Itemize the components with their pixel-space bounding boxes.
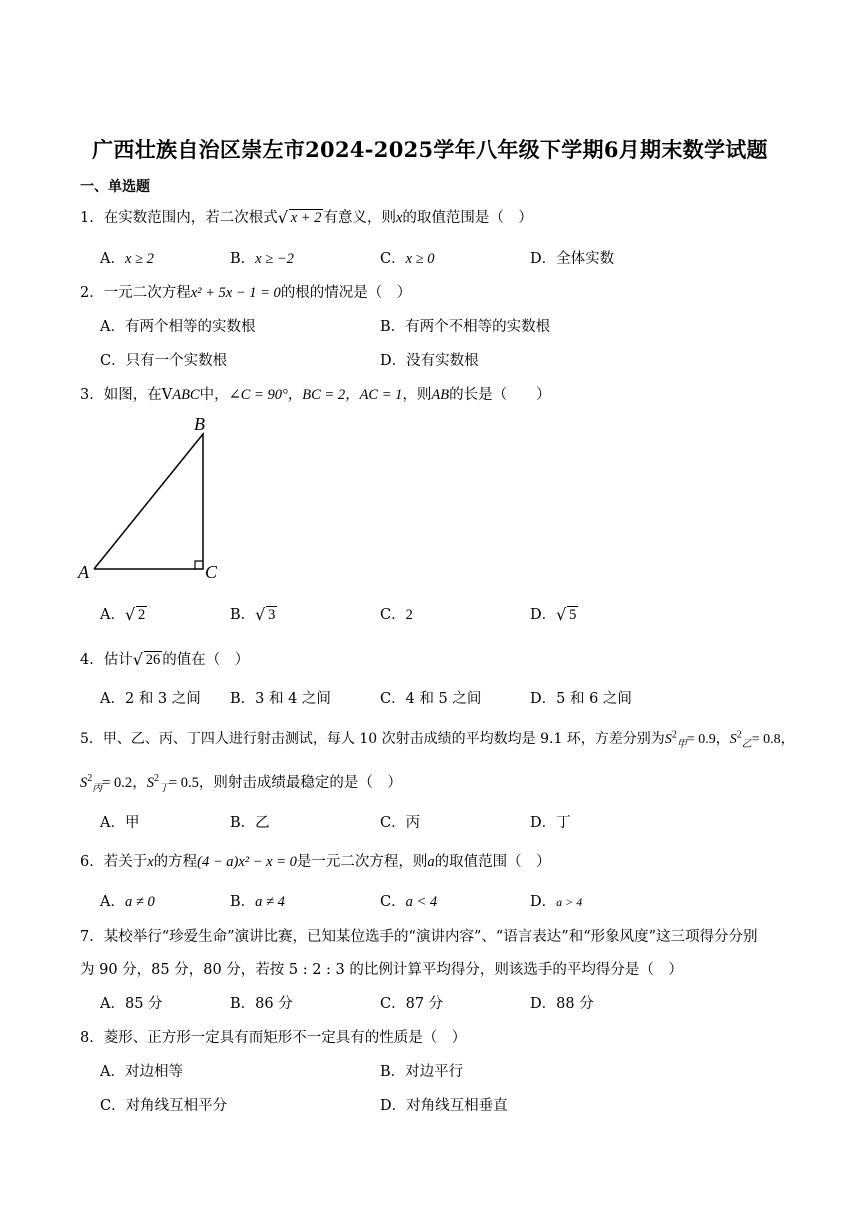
option-b[interactable]: B．乙 — [230, 815, 270, 831]
option-c[interactable]: C．x ≥ 0 — [380, 251, 435, 267]
option-a[interactable]: A．85 分 — [100, 996, 163, 1012]
option-c[interactable]: C．只有一个实数根 — [100, 353, 228, 369]
option-b[interactable]: B．a ≠ 4 — [230, 894, 285, 910]
option-b[interactable]: B．有两个不相等的实数根 — [380, 319, 551, 335]
option-c[interactable]: C．丙 — [380, 815, 421, 831]
option-a[interactable]: A．2 和 3 之间 — [100, 691, 201, 707]
vertex-label-b: B — [194, 414, 205, 434]
equation: (4 − a)x² − x = 0 — [197, 854, 297, 870]
option-d[interactable]: D． √ 5 — [530, 605, 577, 624]
option-d[interactable]: D．对角线互相垂直 — [380, 1098, 508, 1114]
question-4: 4．估计 √ 26 的值在（ ） — [80, 650, 250, 669]
option-a[interactable]: A．对边相等 — [100, 1064, 183, 1080]
option-b[interactable]: B．3 和 4 之间 — [230, 691, 331, 707]
question-6: 6．若关于x的方程(4 − a)x² − x = 0是一元二次方程，则a的取值范围（ ） — [80, 854, 551, 870]
option-a[interactable]: A．x ≥ 2 — [100, 251, 154, 267]
option-a[interactable]: A．有两个相等的实数根 — [100, 319, 256, 335]
triangle-figure — [74, 408, 234, 584]
question-2: 2．一元二次方程x² + 5x − 1 = 0的根的情况是（ ） — [80, 285, 412, 301]
option-c[interactable]: C．对角线互相平分 — [100, 1098, 228, 1114]
option-b[interactable]: B． √ 3 — [230, 605, 276, 624]
section-heading: 一、单选题 — [80, 179, 150, 195]
question-1: 1．在实数范围内，若二次根式 √ x + 2 有意义，则x的取值范围是（ ） — [80, 208, 533, 227]
option-c[interactable]: C．4 和 5 之间 — [380, 691, 482, 707]
question-5: 5．甲、乙、丙、丁四人进行射击测试，每人 10 次射击成绩的平均数均是 9.1 环，方差分别为$S^2_甲= 0.9$，$S^2_乙= 0.8$， — [80, 729, 795, 750]
triangle-outline — [94, 434, 203, 569]
question-8: 8．菱形、正方形一定具有而矩形不一定具有的性质是（ ） — [80, 1030, 467, 1046]
option-d[interactable]: D．88 分 — [530, 996, 594, 1012]
option-d[interactable]: D．a > 4 — [530, 894, 583, 910]
option-b[interactable]: B．x ≥ −2 — [230, 251, 294, 267]
sqrt-expression: √ x + 2 — [277, 208, 322, 227]
question-7: 7．某校举行“珍爱生命”演讲比赛，已知某位选手的“演讲内容”、“语言表达”和“形象风度”这三项得分分别 — [80, 929, 758, 945]
option-d[interactable]: D．丁 — [530, 815, 571, 831]
option-a[interactable]: A． √ 2 — [100, 605, 146, 624]
option-d[interactable]: D．5 和 6 之间 — [530, 691, 632, 707]
question-7-line-2: 为 90 分，85 分，80 分，若按 5 : 2 : 3 的比例计算平均得分，则该选手的平均得分是（ ） — [80, 962, 683, 978]
equation: x² + 5x − 1 = 0 — [190, 285, 281, 301]
option-b[interactable]: B．对边平行 — [380, 1064, 464, 1080]
option-c[interactable]: C．87 分 — [380, 996, 444, 1012]
option-c[interactable]: C．a < 4 — [380, 894, 438, 910]
option-d[interactable]: D．全体实数 — [530, 251, 615, 267]
question-3: 3．如图，在VABC中，∠C = 90°，BC = 2，AC = 1，则AB的长是（ ） — [80, 387, 551, 403]
option-a[interactable]: A．甲 — [100, 815, 140, 831]
option-a[interactable]: A．a ≠ 0 — [100, 894, 155, 910]
page-title: 广西壮族自治区崇左市2024-2025学年八年级下学期6月期末数学试题 — [92, 137, 768, 162]
right-angle-mark — [195, 561, 203, 569]
option-b[interactable]: B．86 分 — [230, 996, 293, 1012]
option-d[interactable]: D．没有实数根 — [380, 353, 479, 369]
question-5-line-2: $S^2_丙= 0.2$，$S^2_丁= 0.5$，则射击成绩最稳定的是（ ） — [80, 773, 402, 794]
vertex-label-a: A — [78, 562, 89, 582]
vertex-label-c: C — [205, 562, 218, 582]
option-c[interactable]: C．2 — [380, 607, 413, 623]
